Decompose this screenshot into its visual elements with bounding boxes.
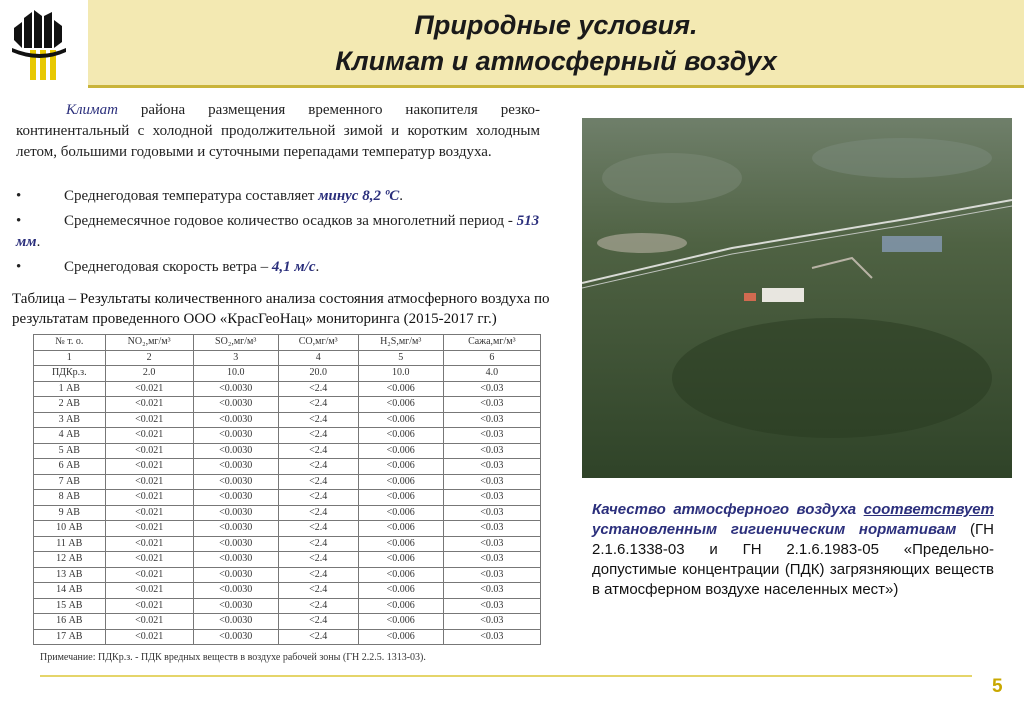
column-header: CO,мг/м³ bbox=[278, 335, 358, 351]
bullet-value: 4,1 м/с bbox=[271, 259, 316, 275]
table-cell: <0.0030 bbox=[193, 552, 278, 568]
table-cell: <0.021 bbox=[105, 567, 193, 583]
table-cell: <2.4 bbox=[278, 614, 358, 630]
table-cell: 3 bbox=[193, 350, 278, 366]
table-cell: <2.4 bbox=[278, 412, 358, 428]
table-row bbox=[34, 412, 541, 428]
table-row bbox=[34, 490, 541, 506]
air-quality-table bbox=[33, 334, 541, 645]
table-cell: <0.03 bbox=[443, 567, 540, 583]
column-header: SO₂,мг/м³ bbox=[193, 335, 278, 351]
slide-header bbox=[88, 0, 1024, 88]
table-cell: 2 АВ bbox=[34, 397, 106, 413]
table-row bbox=[34, 536, 541, 552]
table-cell: <0.0030 bbox=[193, 474, 278, 490]
bullet-suffix: . bbox=[36, 234, 41, 250]
bullet-suffix: . bbox=[315, 259, 320, 275]
table-row bbox=[34, 397, 541, 413]
table-cell: 16 АВ bbox=[34, 614, 106, 630]
table-row bbox=[34, 459, 541, 475]
table-cell: <0.0030 bbox=[193, 505, 278, 521]
table-cell: 14 АВ bbox=[34, 583, 106, 599]
table-cell: <2.4 bbox=[278, 397, 358, 413]
table-cell: 10.0 bbox=[193, 366, 278, 382]
column-header: NO₂,мг/м³ bbox=[105, 335, 193, 351]
bullet-suffix: . bbox=[399, 188, 403, 204]
page-subtitle: Климат и атмосферный воздух bbox=[335, 46, 777, 76]
table-cell: <0.021 bbox=[105, 583, 193, 599]
table-cell: <2.4 bbox=[278, 536, 358, 552]
table-cell: <0.006 bbox=[358, 614, 443, 630]
table-cell: <0.03 bbox=[443, 443, 540, 459]
table-cell: <0.0030 bbox=[193, 490, 278, 506]
table-cell: <0.006 bbox=[358, 474, 443, 490]
table-cell: <0.03 bbox=[443, 598, 540, 614]
bullet-text: Среднемесячное годовое количество осадков за многолетний период - bbox=[64, 213, 517, 229]
table-cell: <0.021 bbox=[105, 629, 193, 645]
table-cell: <2.4 bbox=[278, 428, 358, 444]
table-cell: 6 bbox=[443, 350, 540, 366]
table-cell: <0.0030 bbox=[193, 443, 278, 459]
bullet-value: 513 мм bbox=[16, 213, 540, 250]
table-header-row bbox=[34, 335, 541, 351]
column-header: H₂S,мг/м³ bbox=[358, 335, 443, 351]
table-cell: <0.0030 bbox=[193, 536, 278, 552]
table-cell: <0.006 bbox=[358, 536, 443, 552]
table-cell: 7 АВ bbox=[34, 474, 106, 490]
table-cell: <0.021 bbox=[105, 521, 193, 537]
bullet-temperature bbox=[16, 186, 546, 207]
table-cell: <0.03 bbox=[443, 614, 540, 630]
table-cell: <0.006 bbox=[358, 598, 443, 614]
table-cell: ПДКр.з. bbox=[34, 366, 106, 382]
table-cell: <0.006 bbox=[358, 583, 443, 599]
table-cell: <2.4 bbox=[278, 459, 358, 475]
table-cell: <0.0030 bbox=[193, 412, 278, 428]
table-cell: 9 АВ bbox=[34, 505, 106, 521]
column-header: Сажа,мг/м³ bbox=[443, 335, 540, 351]
table-cell: 4.0 bbox=[443, 366, 540, 382]
footer-divider bbox=[40, 675, 972, 677]
table-cell: <0.006 bbox=[358, 521, 443, 537]
bullet-value: минус 8,2 ºС bbox=[318, 188, 400, 204]
table-row bbox=[34, 474, 541, 490]
table-cell: <0.03 bbox=[443, 583, 540, 599]
bullet-precipitation bbox=[16, 211, 546, 253]
table-cell: <0.0030 bbox=[193, 521, 278, 537]
table-cell: <0.021 bbox=[105, 598, 193, 614]
table-cell: <2.4 bbox=[278, 598, 358, 614]
table-cell: <2.4 bbox=[278, 490, 358, 506]
quality-complies: соответствует bbox=[863, 501, 994, 518]
table-cell: 20.0 bbox=[278, 366, 358, 382]
table-row bbox=[34, 614, 541, 630]
table-row bbox=[34, 583, 541, 599]
table-cell: 2 bbox=[105, 350, 193, 366]
table-cell: <0.0030 bbox=[193, 428, 278, 444]
table-row bbox=[34, 598, 541, 614]
table-cell: <0.0030 bbox=[193, 459, 278, 475]
table-cell: <0.0030 bbox=[193, 583, 278, 599]
table-note: Примечание: ПДКр.з. - ПДК вредных веществ в воздухе рабочей зоны (ГН 2.2.5. 1313-03). bbox=[40, 652, 426, 663]
aerial-tundra-photo bbox=[582, 118, 1012, 478]
table-caption: Таблица – Результаты количественного анализа состояния атмосферного воздуха по результатам проведенного ООО «КрасГеоНац» мониторинга (2015-2017 гг.) bbox=[12, 291, 550, 327]
table-cell: 1 АВ bbox=[34, 381, 106, 397]
table-cell: 1 bbox=[34, 350, 106, 366]
table-cell: <0.03 bbox=[443, 552, 540, 568]
table-cell: <0.006 bbox=[358, 397, 443, 413]
table-cell: 10.0 bbox=[358, 366, 443, 382]
table-cell: 4 АВ bbox=[34, 428, 106, 444]
bullet-marker: • bbox=[16, 259, 22, 275]
table-cell: 12 АВ bbox=[34, 552, 106, 568]
table-cell: <0.0030 bbox=[193, 629, 278, 645]
table-cell: <0.03 bbox=[443, 428, 540, 444]
company-logo bbox=[0, 0, 88, 88]
table-cell: <0.0030 bbox=[193, 614, 278, 630]
table-row-numbers bbox=[34, 350, 541, 366]
table-cell: <0.03 bbox=[443, 521, 540, 537]
table-cell: <0.021 bbox=[105, 536, 193, 552]
table-cell: 3 АВ bbox=[34, 412, 106, 428]
table-cell: <0.021 bbox=[105, 474, 193, 490]
table-row bbox=[34, 443, 541, 459]
quality-lead: Качество атмосферного воздуха bbox=[592, 501, 864, 518]
table-cell: 8 АВ bbox=[34, 490, 106, 506]
table-cell: <2.4 bbox=[278, 552, 358, 568]
table-cell: <2.4 bbox=[278, 583, 358, 599]
air-quality-conclusion bbox=[592, 500, 994, 600]
table-cell: <0.006 bbox=[358, 381, 443, 397]
table-cell: <0.021 bbox=[105, 428, 193, 444]
table-cell: <0.03 bbox=[443, 474, 540, 490]
table-cell: <0.03 bbox=[443, 459, 540, 475]
logo-icon bbox=[0, 0, 88, 88]
table-cell: <0.006 bbox=[358, 505, 443, 521]
table-row bbox=[34, 428, 541, 444]
table-cell: <0.021 bbox=[105, 397, 193, 413]
table-cell: <0.021 bbox=[105, 381, 193, 397]
table-cell: <2.4 bbox=[278, 474, 358, 490]
table-cell: <0.021 bbox=[105, 552, 193, 568]
bullet-text: Среднегодовая температура составляет bbox=[64, 188, 319, 204]
table-cell: <2.4 bbox=[278, 443, 358, 459]
bullet-marker: • bbox=[16, 188, 22, 204]
table-cell: <0.0030 bbox=[193, 381, 278, 397]
table-body bbox=[34, 350, 541, 645]
table-cell: <0.006 bbox=[358, 459, 443, 475]
climate-intro bbox=[16, 100, 540, 163]
table-cell: <0.021 bbox=[105, 614, 193, 630]
table-row-pdk bbox=[34, 366, 541, 382]
table-cell: 13 АВ bbox=[34, 567, 106, 583]
table-cell: 15 АВ bbox=[34, 598, 106, 614]
climate-keyword: Климат bbox=[66, 102, 118, 118]
table-cell: <0.006 bbox=[358, 567, 443, 583]
page-title: Природные условия. bbox=[414, 10, 698, 40]
table-cell: <0.021 bbox=[105, 443, 193, 459]
table-cell: <0.0030 bbox=[193, 598, 278, 614]
table-cell: <0.03 bbox=[443, 490, 540, 506]
table-cell: <0.021 bbox=[105, 459, 193, 475]
table-cell: <0.006 bbox=[358, 552, 443, 568]
table-cell: <0.006 bbox=[358, 629, 443, 645]
page-number: 5 bbox=[992, 676, 1003, 697]
table-cell: <0.006 bbox=[358, 412, 443, 428]
table-row bbox=[34, 567, 541, 583]
table-cell: <2.4 bbox=[278, 521, 358, 537]
table-cell: 10 АВ bbox=[34, 521, 106, 537]
table-cell: <0.03 bbox=[443, 536, 540, 552]
table-cell: <2.4 bbox=[278, 381, 358, 397]
table-cell: <0.0030 bbox=[193, 397, 278, 413]
table-cell: <0.03 bbox=[443, 505, 540, 521]
aerial-photo bbox=[582, 118, 1012, 478]
table-row bbox=[34, 629, 541, 645]
table-cell: <0.03 bbox=[443, 381, 540, 397]
table-cell: 6 АВ bbox=[34, 459, 106, 475]
table-cell: <0.006 bbox=[358, 428, 443, 444]
table-row bbox=[34, 505, 541, 521]
table-cell: 4 bbox=[278, 350, 358, 366]
table-cell: <0.006 bbox=[358, 443, 443, 459]
table-cell: <0.03 bbox=[443, 412, 540, 428]
table-cell: 5 АВ bbox=[34, 443, 106, 459]
table-cell: <0.021 bbox=[105, 505, 193, 521]
column-header: № т. о. bbox=[34, 335, 106, 351]
table-cell: <2.4 bbox=[278, 567, 358, 583]
climate-description: района размещения временного накопителя резко-континентальный с холодной продолжительной зимой и коротким холодным летом, большими годовыми и суточными перепадами температур воздуха. bbox=[16, 102, 540, 160]
table-row bbox=[34, 521, 541, 537]
table-cell: <0.021 bbox=[105, 412, 193, 428]
table-cell: 11 АВ bbox=[34, 536, 106, 552]
table-cell: <0.03 bbox=[443, 397, 540, 413]
table-row bbox=[34, 381, 541, 397]
table-cell: <0.0030 bbox=[193, 567, 278, 583]
bullet-wind bbox=[16, 257, 546, 278]
bullet-text: Среднегодовая скорость ветра – bbox=[64, 259, 272, 275]
bullet-marker: • bbox=[16, 213, 22, 229]
table-cell: 2.0 bbox=[105, 366, 193, 382]
quality-reference: (ГН 2.1.6.1338-03 и ГН 2.1.6.1983-05 «Предельно-допустимые концентрации (ПДК) загрязняющих веществ в атмосферном воздухе населенных мест») bbox=[592, 521, 994, 598]
table-row bbox=[34, 552, 541, 568]
table-cell: <2.4 bbox=[278, 629, 358, 645]
quality-norms: установленным гигиеническим нормативам bbox=[592, 521, 957, 538]
table-cell: <0.006 bbox=[358, 490, 443, 506]
table-cell: <0.021 bbox=[105, 490, 193, 506]
table-cell: <0.03 bbox=[443, 629, 540, 645]
table-cell: <2.4 bbox=[278, 505, 358, 521]
table-cell: 5 bbox=[358, 350, 443, 366]
table-cell: 17 АВ bbox=[34, 629, 106, 645]
